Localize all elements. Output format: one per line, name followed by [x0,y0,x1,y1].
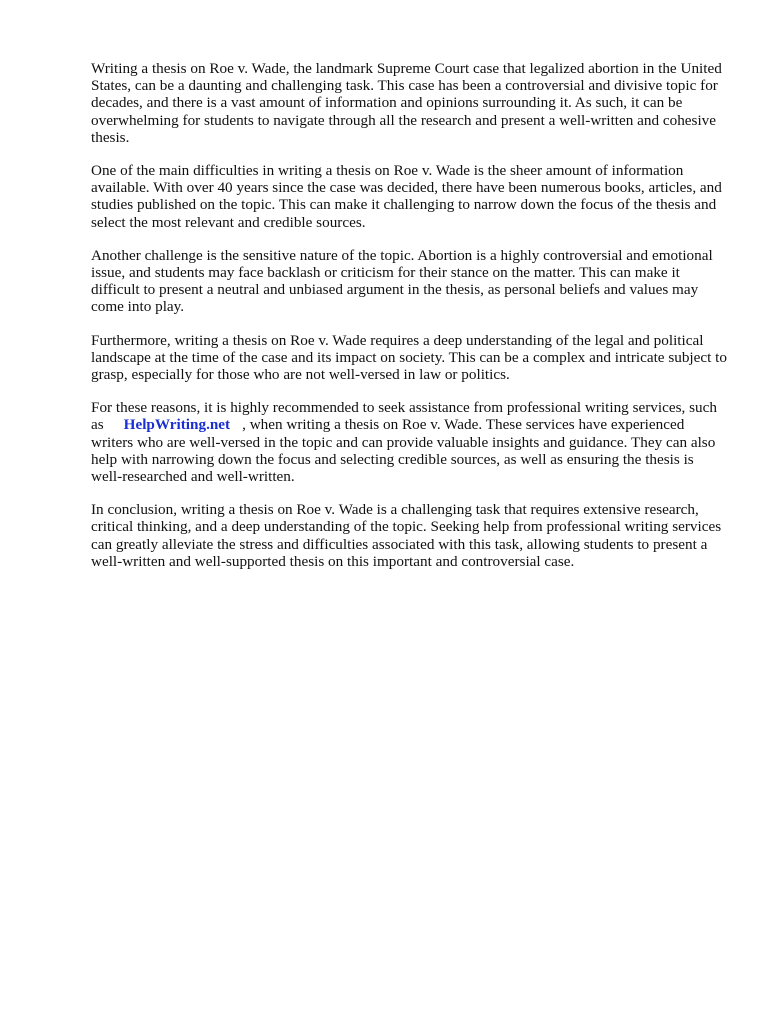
recommendation-text-before: For these reasons, it is highly recommended to seek assistance from professional writing services, such as [91,399,717,434]
paragraph-recommendation [91,399,727,485]
helpwriting-link[interactable]: HelpWriting.net [123,416,231,434]
paragraph-intro: Writing a thesis on Roe v. Wade, the landmark Supreme Court case that legalized abortion in the United States, can be a daunting and challenging task. This case has been a controversial and divisive topic for decades, and there is a vast amount of information and opinions surrounding it. As such, it can be overwhelming for students to navigate through all the research and present a well-written and cohesive thesis. [91,60,722,146]
paragraph-sensitivity: Another challenge is the sensitive nature of the topic. Abortion is a highly controversial and emotional issue, and students may face backlash or criticism for their stance on the matter. This can make it difficult to present a neutral and unbiased argument in the thesis, as personal beliefs and values may come into play. [91,246,713,316]
paragraph-conclusion: In conclusion, writing a thesis on Roe v. Wade is a challenging task that requires extensive research, critical thinking, and a deep understanding of the topic. Seeking help from professional writing services can greatly alleviate the stress and difficulties associated with this task, allowing students to present a well-written and well-supported thesis on this important and controversial case. [91,501,722,570]
recommendation-text-after: , when writing a thesis on Roe v. Wade. These services have experienced writers who are well-versed in the topic and can provide valuable insights and guidance. They can also help with narrowing down the focus and selecting credible sources, as well as ensuring the thesis is well-researched and well-written. [91,416,716,486]
paragraph-legal-landscape: Furthermore, writing a thesis on Roe v. Wade requires a deep understanding of the legal and political landscape at the time of the case and its impact on society. This can be a complex and intricate subject to grasp, especially for those who are not well-versed in law or politics. [91,331,727,384]
document-body [91,60,727,586]
paragraph-difficulties: One of the main difficulties in writing a thesis on Roe v. Wade is the sheer amount of information available. With over 40 years since the case was decided, there have been numerous books, articles, and studies published on the topic. This can make it challenging to narrow down the focus of the thesis and select the most relevant and credible sources. [91,162,722,231]
